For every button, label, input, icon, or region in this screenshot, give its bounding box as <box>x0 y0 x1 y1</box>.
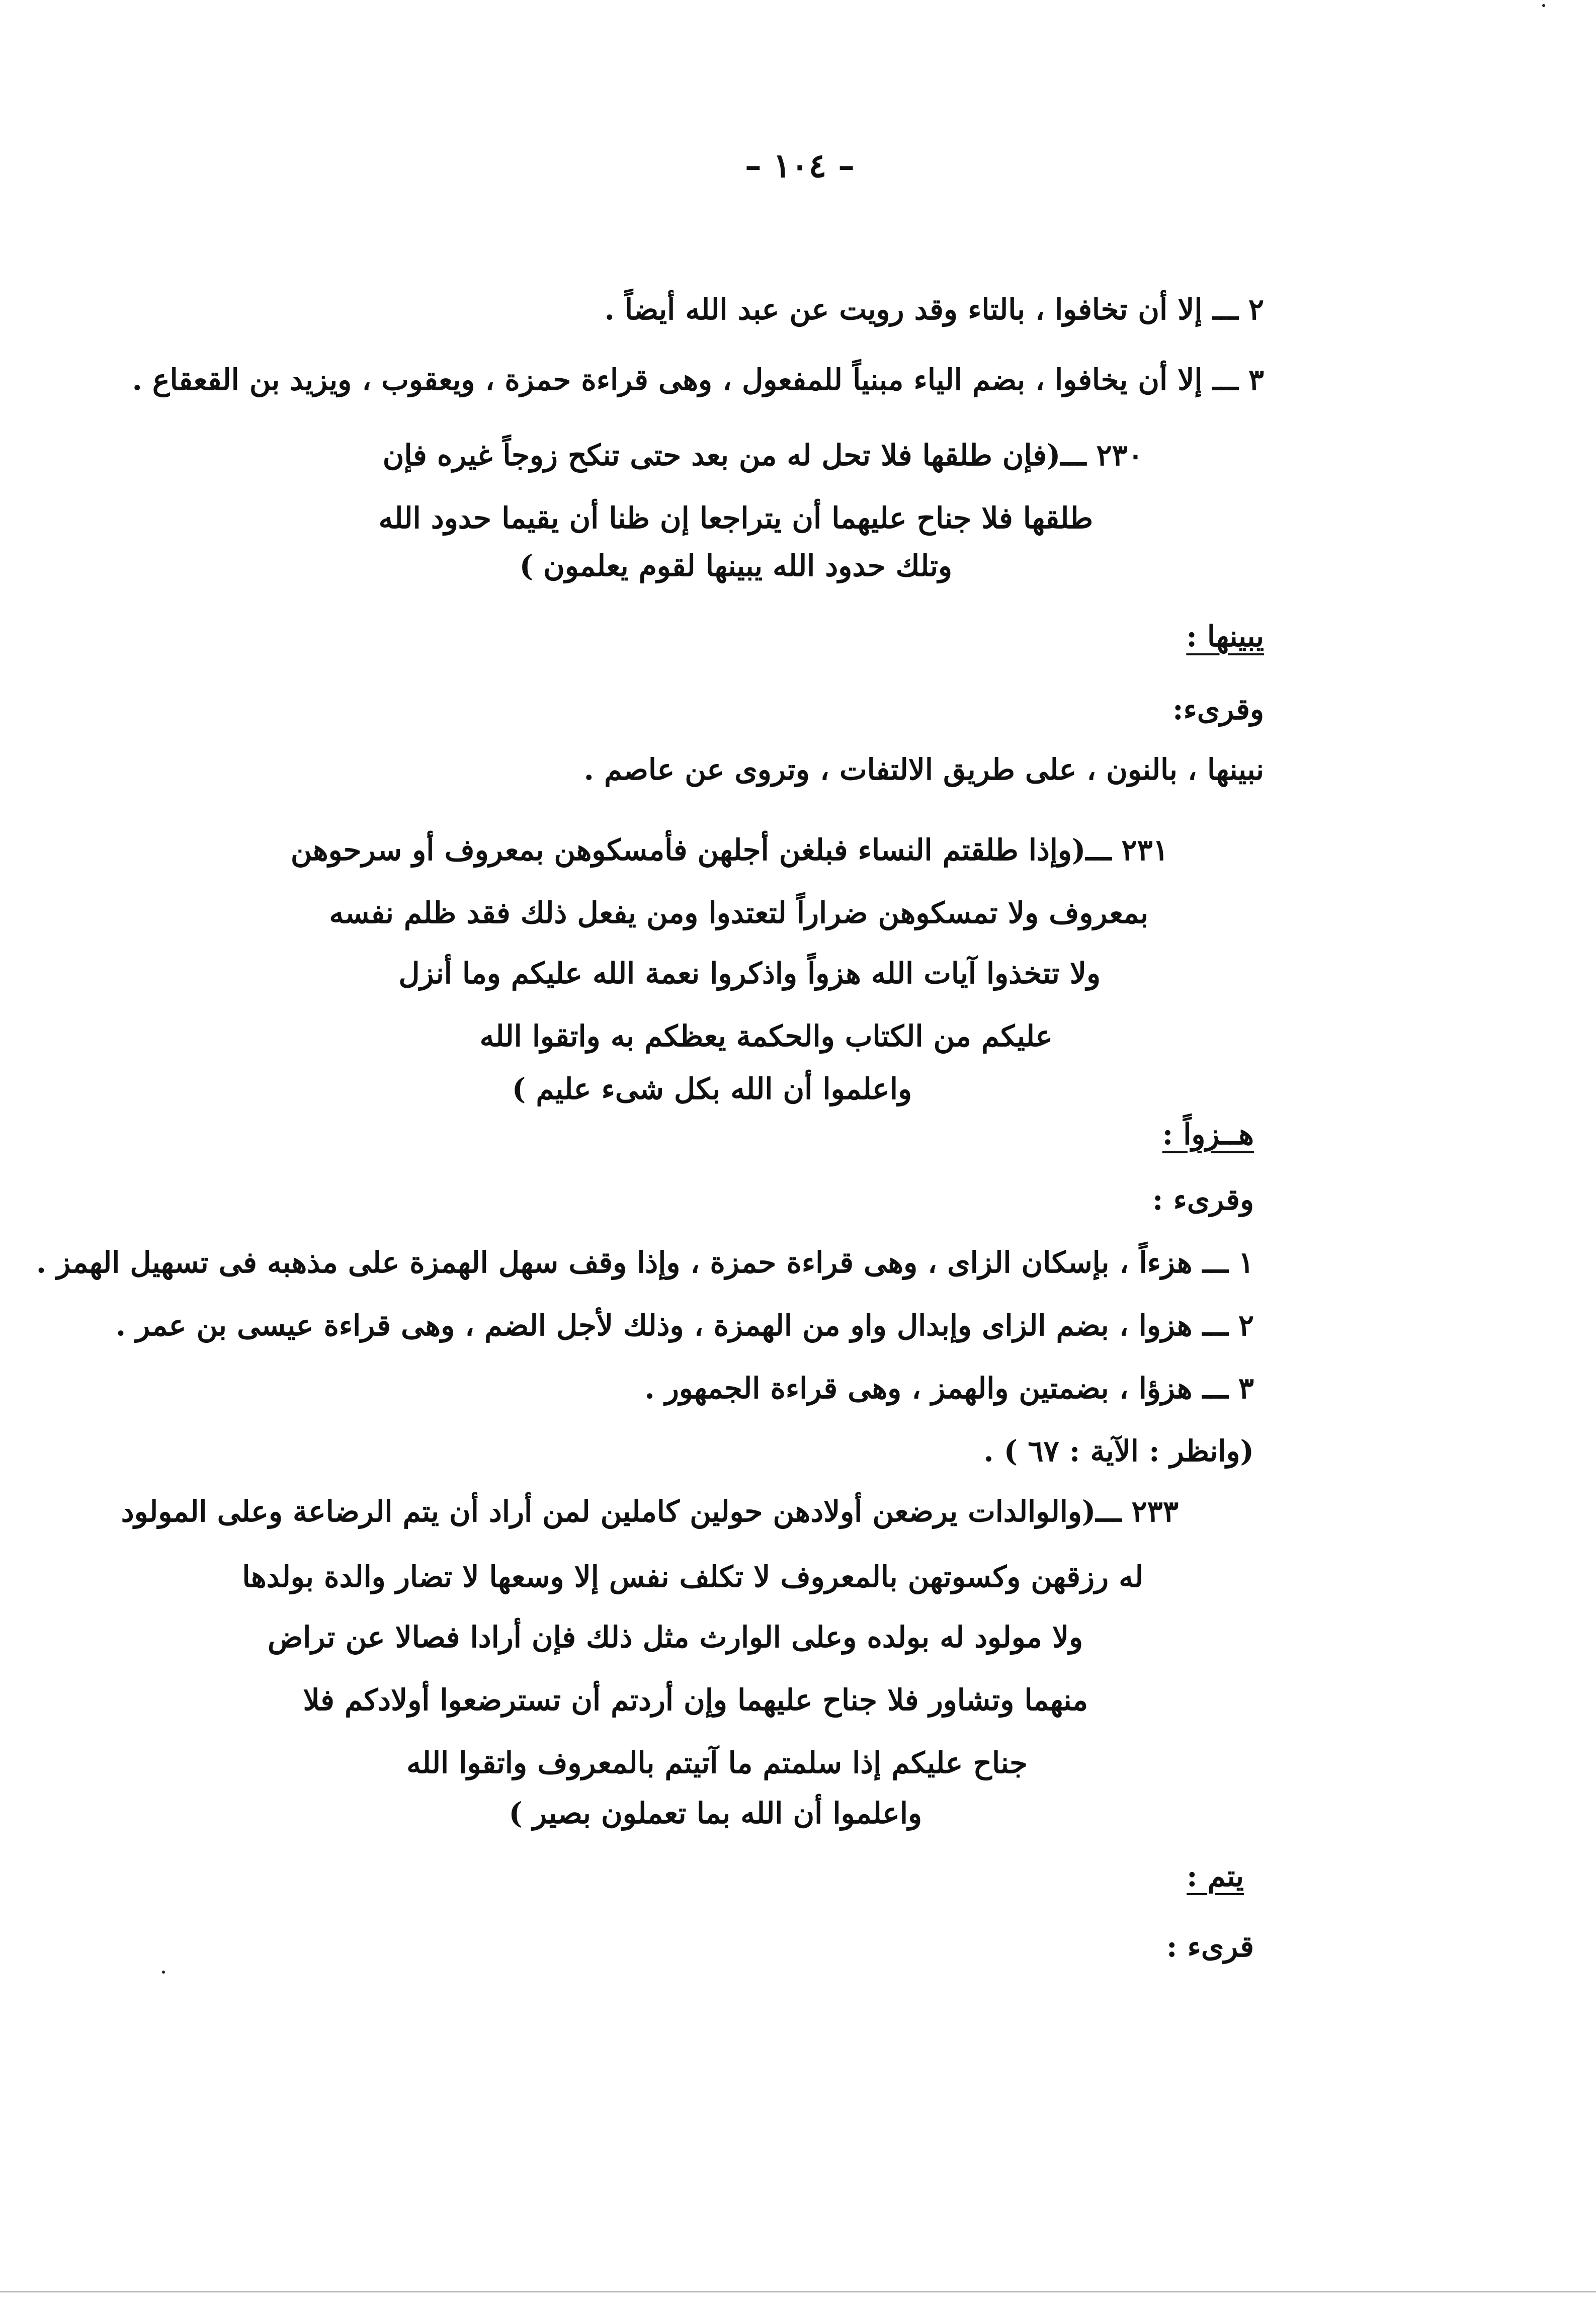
scan-speck <box>1542 4 1545 7</box>
qurie-label: وقرىء : <box>1152 1182 1254 1217</box>
verse-233-line: منهما وتشاور فلا جناح عليهما وإن أردتم أن تسترضعوا أولادكم فلا <box>303 1683 1088 1717</box>
word-heading: يتم : <box>1187 1859 1244 1893</box>
verse-233-line: ولا مولود له بولده وعلى الوارث مثل ذلك فإن أرادا فصالا عن تراض <box>268 1620 1083 1654</box>
reference-line: (وانظر : الآية : ٦٧ ) . <box>983 1434 1254 1468</box>
verse-230-line: ٢٣٠ ـــ(فإن طلقها فلا تحل له من بعد حتى تنكح زوجاً غيره فإن <box>382 438 1143 472</box>
word-heading: هــزواً : <box>1162 1117 1254 1151</box>
reading-line: ١ ـــ هزءاً ، بإسكان الزاى ، وهى قراءة حمزة ، وإذا وقف سهل الهمزة على مذهبه فى تسهيل الهمز . <box>36 1245 1254 1280</box>
page-bottom-border <box>0 2291 1596 2292</box>
note-line: ٣ ـــ إلا أن يخافوا ، بضم الياء مبنياً للمفعول ، وهى قراءة حمزة ، ويعقوب ، ويزيد بن القعقاع . <box>132 363 1264 397</box>
reading-line: ٢ ـــ هزوا ، بضم الزاى وإبدال واو من الهمزة ، وذلك لأجل الضم ، وهى قراءة عيسى بن عمر . <box>115 1308 1254 1342</box>
note-line: ٢ ـــ إلا أن تخافوا ، بالتاء وقد رويت عن عبد الله أيضاً . <box>604 292 1264 326</box>
verse-233-line: جناح عليكم إذا سلمتم ما آتيتم بالمعروف واتقوا الله <box>406 1746 1028 1780</box>
reading-line: نبينها ، بالنون ، على طريق الالتفات ، وتروى عن عاصم . <box>583 752 1264 787</box>
verse-233-line: واعلموا أن الله بما تعملون بصير ) <box>509 1796 922 1830</box>
scan-speck <box>162 1971 165 1974</box>
qurie-label: وقرىء: <box>1172 692 1264 726</box>
verse-231-line: بمعروف ولا تمسكوهن ضراراً لتعتدوا ومن يفعل ذلك فقد ظلم نفسه <box>329 896 1148 930</box>
verse-230-line: وتلك حدود الله يبينها لقوم يعلمون ) <box>519 549 952 583</box>
qurie-label: قرىء : <box>1166 1929 1254 1964</box>
verse-231-line: ٢٣١ ـــ(وإذا طلقتم النساء فبلغن أجلهن فأمسكوهن بمعروف أو سرحوهن <box>290 833 1168 867</box>
verse-233-line: ٢٣٣ ـــ(والوالدات يرضعن أولادهن حولين كاملين لمن أراد أن يتم الرضاعة وعلى المولود <box>121 1494 1179 1528</box>
verse-231-line: عليكم من الكتاب والحكمة يعظكم به واتقوا الله <box>479 1019 1053 1053</box>
verse-233-line: له رزقهن وكسوتهن بالمعروف لا تكلف نفس إلا وسعها لا تضار والدة بولدها <box>242 1560 1143 1594</box>
verse-231-line: واعلموا أن الله بكل شىء عليم ) <box>512 1072 912 1106</box>
reading-line: ٣ ـــ هزؤا ، بضمتين والهمز ، وهى قراءة الجمهور . <box>644 1371 1254 1405</box>
verse-231-line: ولا تتخذوا آيات الله هزواً واذكروا نعمة الله عليكم وما أنزل <box>398 956 1101 990</box>
verse-230-line: طلقها فلا جناح عليهما أن يتراجعا إن ظنا أن يقيما حدود الله <box>378 501 1093 535</box>
page-number: – ١٠٤ – <box>744 146 855 185</box>
word-heading: يبينها : <box>1186 619 1264 653</box>
